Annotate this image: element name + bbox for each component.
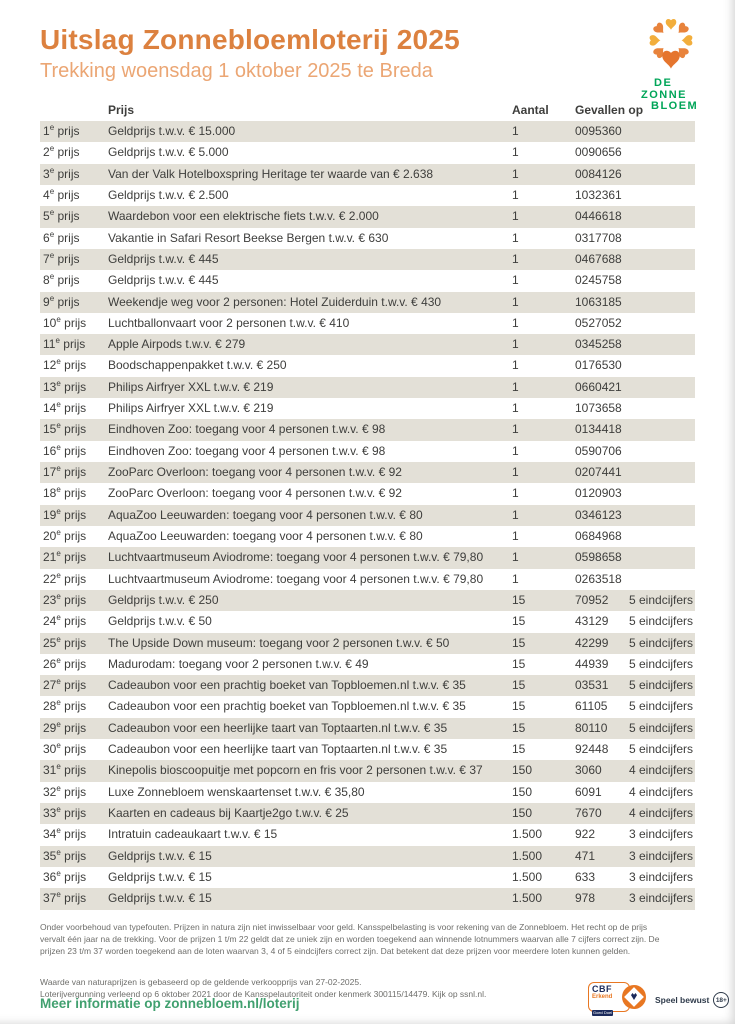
prize-description: Kinepolis bioscoopuitje met popcorn en fris voor 2 personen t.w.v. € 37 [108,763,483,778]
table-row [40,462,695,483]
prize-count: 1 [512,209,519,224]
prize-description: Apple Airpods t.w.v. € 279 [108,337,246,352]
prize-rank: 10e prijs [43,314,87,330]
eindcijfers-note [621,547,695,568]
speel-bewust-label: Speel bewust [655,995,710,1005]
prize-rank: 9e prijs [43,293,80,309]
table-row [40,377,695,398]
prize-description: Philips Airfryer XXL t.w.v. € 219 [108,401,274,416]
prize-count: 1 [512,550,519,565]
table-row [40,696,695,717]
prize-rank: 28e prijs [43,698,87,714]
table-row [40,675,695,696]
table-row [40,739,695,760]
prize-rank: 7e prijs [43,250,80,266]
winning-number: 633 [575,869,596,884]
table-row [40,313,695,334]
logo-wordmark: DE ZONNE BLOEM [641,77,699,112]
prize-rank: 21e prijs [43,549,87,565]
eindcijfers-note: 4 eindcijfers [629,763,694,778]
prize-count: 150 [512,806,533,820]
winning-number: 1063185 [575,294,622,309]
prize-count: 1 [512,528,519,543]
prize-description: Eindhoven Zoo: toegang voor 4 personen t.w.v. € 98 [108,422,386,437]
prize-count: 1 [512,145,519,160]
winning-number: 80110 [575,720,608,735]
prize-description: Intratuin cadeaukaart t.w.v. € 15 [108,827,278,842]
prize-count: 1 [512,507,519,522]
prize-rank: 14e prijs [43,400,87,416]
cbf-seal-icon [622,985,646,1009]
eindcijfers-note: 3 eindcijfers [629,848,694,863]
prize-description: AquaZoo Leeuwarden: toegang voor 4 personen t.w.v. € 80 [108,528,423,543]
prize-rank: 17e prijs [43,464,87,479]
prize-count: 1 [512,294,519,309]
winning-number: 0346123 [575,507,622,522]
eindcijfers-note: 5 eindcijfers [629,742,694,757]
table-row [40,760,695,781]
prize-rank: 35e prijs [43,847,87,863]
prize-rank: 32e prijs [43,783,87,799]
eindcijfers-note [621,185,695,206]
eindcijfers-note [621,377,695,398]
eindcijfers-note: 4 eindcijfers [629,784,694,799]
eindcijfers-note [621,228,695,249]
table-row [40,803,695,824]
eindcijfers-note [621,121,695,142]
prize-count: 15 [512,678,526,693]
winning-number: 42299 [575,635,609,650]
prize-description: Geldprijs t.w.v. € 445 [108,273,219,288]
table-row [40,419,695,440]
table-row [40,888,695,909]
prize-rank: 11e prijs [43,336,86,352]
winning-number: 922 [575,827,596,842]
prize-rank: 25e prijs [43,634,87,650]
prize-description: Luchtvaartmuseum Aviodrome: toegang voor 4 personen t.w.v. € 79,80 [108,550,484,565]
eindcijfers-note [621,249,695,270]
prize-description: The Upside Down museum: toegang voor 2 personen t.w.v. € 50 [108,635,450,650]
table-row [40,249,695,270]
winning-number: 0207441 [575,465,622,479]
prize-description: Madurodam: toegang voor 2 personen t.w.v. € 49 [108,656,369,671]
table-row [40,398,695,419]
prize-description: Luchtvaartmuseum Aviodrome: toegang voor 4 personen t.w.v. € 79,80 [108,571,484,586]
table-row [40,121,695,142]
page-title: Uitslag Zonnebloemloterij 2025 [40,24,460,55]
table-row [40,164,695,185]
prize-rank: 6e prijs [43,229,80,245]
prize-rank: 31e prijs [43,762,87,778]
table-row [40,718,695,739]
prize-description: Geldprijs t.w.v. € 250 [108,592,219,607]
prize-count: 1 [512,358,519,373]
prize-count: 150 [512,763,533,778]
prize-rank: 30e prijs [43,741,87,757]
eindcijfers-note [621,419,695,440]
winning-number: 1032361 [575,187,622,202]
eindcijfers-note: 5 eindcijfers [629,678,694,693]
winning-number: 0090656 [575,145,622,160]
prize-description: Vakantie in Safari Resort Beekse Bergen t.w.v. € 630 [108,230,389,245]
winning-number: 0317708 [575,230,622,245]
prize-description: Geldprijs t.w.v. € 15 [108,891,212,906]
footer-disclaimer: Onder voorbehoud van typefouten. Prijzen in natura zijn niet inwisselbaar voor geld. Kansspelbelasting is voor rekening van de Zonnebloem. Het recht op de prijs vervalt één jaar na de trekking. Voor de prijzen 1 t/m 22 geldt dat ze uniek zijn en worden toegekend aan winnende lotnummers waarvan alle 7 cijfers correct zijn. De prijzen 23 t/m 37 worden toegekend aan de loten waarvan 3, 4 of 5 eindcijfers correct zijn. Dat betekent dat deze prijzen voor meerdere loten kunnen gelden. [40,922,660,956]
winning-number: 0598658 [575,550,622,565]
winning-number: 0245758 [575,273,622,288]
prize-description: Philips Airfryer XXL t.w.v. € 219 [108,379,274,394]
table-body [40,121,695,910]
prize-description: Geldprijs t.w.v. € 15.000 [108,124,236,138]
winning-number: 3060 [575,763,602,778]
prize-description: ZooParc Overloon: toegang voor 4 personen t.w.v. € 92 [108,465,402,479]
table-header [40,99,695,121]
table-row [40,505,695,526]
eindcijfers-note [621,398,695,419]
prize-count: 15 [512,699,526,714]
eindcijfers-note [621,569,695,590]
cbf-label: CBF [592,984,612,994]
prize-description: Cadeaubon voor een heerlijke taart van Toptaarten.nl t.w.v. € 35 [108,720,448,735]
winning-number: 0527052 [575,315,622,330]
prize-count: 1 [512,337,519,352]
prize-rank: 33e prijs [43,805,87,820]
prize-rank: 34e prijs [43,826,87,842]
prize-rank: 20e prijs [43,527,87,543]
prize-rank: 16e prijs [43,442,87,458]
prize-rank: 1e prijs [43,123,80,138]
prize-count: 1 [512,251,519,266]
eindcijfers-note: 5 eindcijfers [629,592,694,607]
prize-rank: 19e prijs [43,506,87,522]
prize-count: 1.500 [512,827,543,842]
prize-rank: 5e prijs [43,208,80,224]
prize-count: 15 [512,720,526,735]
prize-description: Geldprijs t.w.v. € 15 [108,848,212,863]
prize-description: Luchtballonvaart voor 2 personen t.w.v. € 410 [108,315,350,330]
results-table [40,99,695,910]
prize-count: 15 [512,635,526,650]
table-row [40,355,695,376]
prize-count: 15 [512,614,526,629]
prize-count: 1 [512,571,519,586]
prize-rank: 2e prijs [43,144,80,160]
table-row [40,441,695,462]
winning-number: 0467688 [575,251,622,266]
prize-description: Geldprijs t.w.v. € 50 [108,614,212,629]
prize-rank: 13e prijs [43,378,87,394]
prize-description: Geldprijs t.w.v. € 2.500 [108,187,229,202]
table-row [40,483,695,504]
sunflower-hearts-icon [628,10,714,76]
winning-number: 0134418 [575,422,622,437]
eindcijfers-note [621,505,695,526]
prize-rank: 12e prijs [43,357,87,373]
table-row [40,633,695,654]
table-row [40,270,695,291]
prize-rank: 29e prijs [43,719,87,735]
prize-rank: 23e prijs [43,591,87,607]
prize-count: 1.500 [512,848,543,863]
footer-legal-line1: Waarde van naturaprijzen is gebaseerd op de geldende verkoopprijs van 27-02-2025. [40,977,362,987]
table-row [40,206,695,227]
prize-rank: 36e prijs [43,868,87,884]
eindcijfers-note [621,270,695,291]
table-row [40,654,695,675]
prize-rank: 26e prijs [43,655,87,671]
cbf-erkend-label: Erkend [592,994,613,1000]
winning-number: 471 [575,848,596,863]
winning-number: 7670 [575,806,602,820]
table-row [40,292,695,313]
eindcijfers-note: 3 eindcijfers [629,891,694,906]
eindcijfers-note [621,355,695,376]
winning-number: 6091 [575,784,602,799]
cbf-badge [588,982,646,1014]
winning-number: 0590706 [575,443,622,458]
prize-count: 15 [512,592,526,607]
winning-number: 70952 [575,592,609,607]
prize-description: Boodschappenpakket t.w.v. € 250 [108,358,287,373]
table-row [40,142,695,163]
table-row [40,526,695,547]
eindcijfers-note [621,206,695,227]
table-row [40,867,695,888]
eindcijfers-note [621,313,695,334]
prize-description: Cadeaubon voor een prachtig boeket van Topbloemen.nl t.w.v. € 35 [108,699,466,714]
prize-count: 1 [512,465,519,479]
prize-count: 1 [512,401,519,416]
prize-count: 150 [512,784,533,799]
prize-description: Geldprijs t.w.v. € 445 [108,251,219,266]
table-row [40,782,695,803]
eindcijfers-note: 5 eindcijfers [629,635,694,650]
eindcijfers-note [621,292,695,313]
table-row [40,846,695,867]
prize-description: Kaarten en cadeaus bij Kaartje2go t.w.v. € 25 [108,806,349,820]
prize-rank: 22e prijs [43,570,87,586]
eindcijfers-note: 3 eindcijfers [629,869,694,884]
header-gevallen-op: Gevallen op [575,103,644,117]
eindcijfers-note: 5 eindcijfers [629,656,694,671]
eindcijfers-note [621,142,695,163]
winning-number: 0084126 [575,166,622,181]
prize-count: 1 [512,486,519,501]
winning-number: 0660421 [575,379,622,394]
prize-description: Cadeaubon voor een heerlijke taart van Toptaarten.nl t.w.v. € 35 [108,742,448,757]
age-18-icon: 18+ [713,992,729,1008]
table-row [40,228,695,249]
eindcijfers-note: 3 eindcijfers [629,827,694,842]
winning-number: 0176530 [575,358,622,373]
prize-count: 1 [512,422,519,437]
prize-count: 1 [512,273,519,288]
winning-number: 1073658 [575,401,622,416]
winning-number: 0345258 [575,337,622,352]
winning-number: 44939 [575,656,609,671]
prize-rank: 24e prijs [43,613,87,629]
footer-legal-line2: Loterijvergunning verleend op 6 oktober 2021 door de Kansspelautoriteit onder kenmerk 300115/14479. Kijk op ssnl.nl. [40,988,487,999]
table-row [40,824,695,845]
prize-description: Eindhoven Zoo: toegang voor 4 personen t.w.v. € 98 [108,443,386,458]
prize-description: Waardebon voor een elektrische fiets t.w.v. € 2.000 [108,209,379,224]
eindcijfers-note [621,483,695,504]
winning-number: 0095360 [575,124,622,138]
eindcijfers-note: 4 eindcijfers [629,806,694,820]
prize-description: Geldprijs t.w.v. € 5.000 [108,145,229,160]
cbf-goed-doel-label: Goed Doel [593,1010,613,1015]
header-aantal: Aantal [512,103,549,117]
prize-description: Weekendje weg voor 2 personen: Hotel Zuiderduin t.w.v. € 430 [108,294,442,309]
table-row [40,547,695,568]
prize-count: 1 [512,379,519,394]
prize-description: AquaZoo Leeuwarden: toegang voor 4 personen t.w.v. € 80 [108,507,423,522]
table-row [40,611,695,632]
prize-count: 1 [512,230,519,245]
table-row [40,185,695,206]
prize-count: 15 [512,656,526,671]
table-row [40,569,695,590]
winning-number: 0263518 [575,571,622,586]
eindcijfers-note [621,441,695,462]
prize-count: 1 [512,443,519,458]
prize-rank: 4e prijs [43,186,80,202]
prize-count: 1.500 [512,891,543,906]
eindcijfers-note [621,526,695,547]
winning-number: 0684968 [575,528,622,543]
header-prijs: Prijs [108,103,135,117]
prize-description: Luxe Zonnebloem wenskaartenset t.w.v. € 35,80 [108,784,365,799]
winning-number: 03531 [575,678,609,693]
table-row [40,334,695,355]
prize-count: 1 [512,315,519,330]
winning-number: 43129 [575,614,609,629]
eindcijfers-note: 5 eindcijfers [629,699,694,714]
winning-number: 0446618 [575,209,622,224]
eindcijfers-note: 5 eindcijfers [629,614,694,629]
prize-description: Cadeaubon voor een prachtig boeket van Topbloemen.nl t.w.v. € 35 [108,678,466,693]
eindcijfers-note: 5 eindcijfers [629,720,694,735]
eindcijfers-note [621,334,695,355]
speel-bewust-badge [655,992,729,1008]
eindcijfers-note [621,462,695,483]
prize-rank: 3e prijs [43,165,80,181]
prize-description: Geldprijs t.w.v. € 15 [108,869,212,884]
zonnebloem-logo [628,10,714,113]
prize-rank: 27e prijs [43,677,87,693]
table-row [40,590,695,611]
prize-rank: 15e prijs [43,421,87,437]
prize-rank: 18e prijs [43,485,87,501]
eindcijfers-note [621,164,695,185]
winning-number: 0120903 [575,486,622,501]
prize-description: Van der Valk Hotelboxspring Heritage ter waarde van € 2.638 [108,166,434,181]
prize-rank: 37e prijs [43,890,87,906]
prize-count: 1 [512,166,519,181]
more-info-link[interactable]: Meer informatie op zonnebloem.nl/loterij [40,996,300,1011]
winning-number: 978 [575,891,596,906]
winning-number: 61105 [575,699,608,714]
prize-count: 1 [512,124,519,138]
prize-rank: 8e prijs [43,272,80,288]
prize-count: 1 [512,187,519,202]
prize-count: 1.500 [512,869,543,884]
prize-count: 15 [512,742,526,757]
winning-number: 92448 [575,742,609,757]
prize-description: ZooParc Overloon: toegang voor 4 personen t.w.v. € 92 [108,486,402,501]
page-subtitle: Trekking woensdag 1 oktober 2025 te Breda [40,60,433,82]
